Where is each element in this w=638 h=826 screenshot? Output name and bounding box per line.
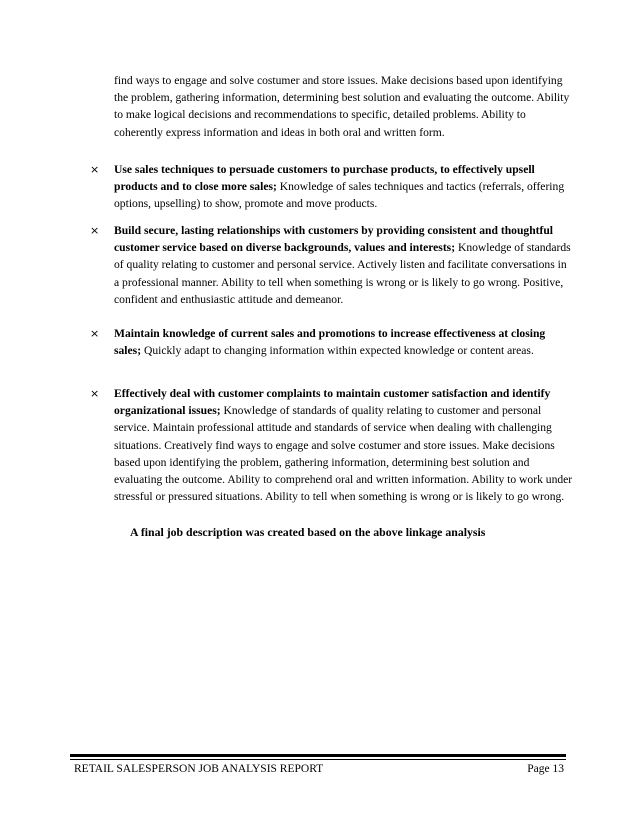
- bullet-text: Quickly adapt to changing information within expected knowledge or content areas.: [141, 344, 534, 358]
- bullet-lead: Build secure, lasting relationships with customers by providing consistent and thoughtful customer service based on diverse backgrounds, values and interests;: [114, 224, 554, 255]
- bullet-lead: Use sales techniques to persuade customers to purchase products, to effectively upsell products and to close more sales;: [114, 163, 535, 194]
- bullet-content: [114, 385, 574, 505]
- footer-rule: [70, 754, 566, 757]
- bullet-content: [114, 222, 574, 308]
- bullet-lead: Effectively deal with customer complaints to maintain customer satisfaction and identify organizational issues;: [114, 387, 551, 418]
- bullet-content: [114, 161, 574, 213]
- bullet-text: Knowledge of sales techniques and tactics (referrals, offering options, upselling) to show, promote and move products.: [114, 180, 565, 211]
- bullet-marker: ×: [90, 327, 100, 340]
- conclusion-heading: A final job description was created based on the above linkage analysis: [130, 525, 486, 539]
- bullet-content: [114, 325, 574, 359]
- bullet-text: Knowledge of standards of quality relating to customer and personal service. Maintain professional attitude and standards of service when dealing with challenging situations. Creatively find ways to engage and solve costumer and store issues. Make decisions based upon identifying the problem, gathering information, determining best solution and evaluating the outcome. Ability to comprehend oral and written information. Ability to work under stressful or pressured situations. Ability to tell when something is wrong or is likely to go wrong.: [114, 404, 573, 504]
- bullet-marker: ×: [90, 224, 100, 237]
- bullet-lead: Maintain knowledge of current sales and promotions to increase effectiveness at closing sales;: [114, 327, 546, 358]
- bullet-marker: ×: [90, 387, 100, 400]
- footer-report-title: RETAIL SALESPERSON JOB ANALYSIS REPORT: [74, 763, 324, 775]
- footer-page-number: Page 13: [527, 763, 564, 775]
- intro-paragraph: find ways to engage and solve costumer and store issues. Make decisions based upon identifying the problem, gathering information, determining best solution and evaluating the outcome. Ability to make logical decisions and recommendations to specific, detailed problems. Ability to coherently express information and ideas in both oral and written form.: [114, 74, 570, 139]
- bullet-marker: ×: [90, 163, 100, 176]
- footer-rule-thin: [70, 759, 566, 760]
- bullet-text: Knowledge of standards of quality relating to customer and personal service. Actively listen and facilitate conversations in a professional manner. Ability to tell when something is wrong or is likely to go wrong. Positive, confident and enthusiastic attitude and demeanor.: [114, 241, 571, 306]
